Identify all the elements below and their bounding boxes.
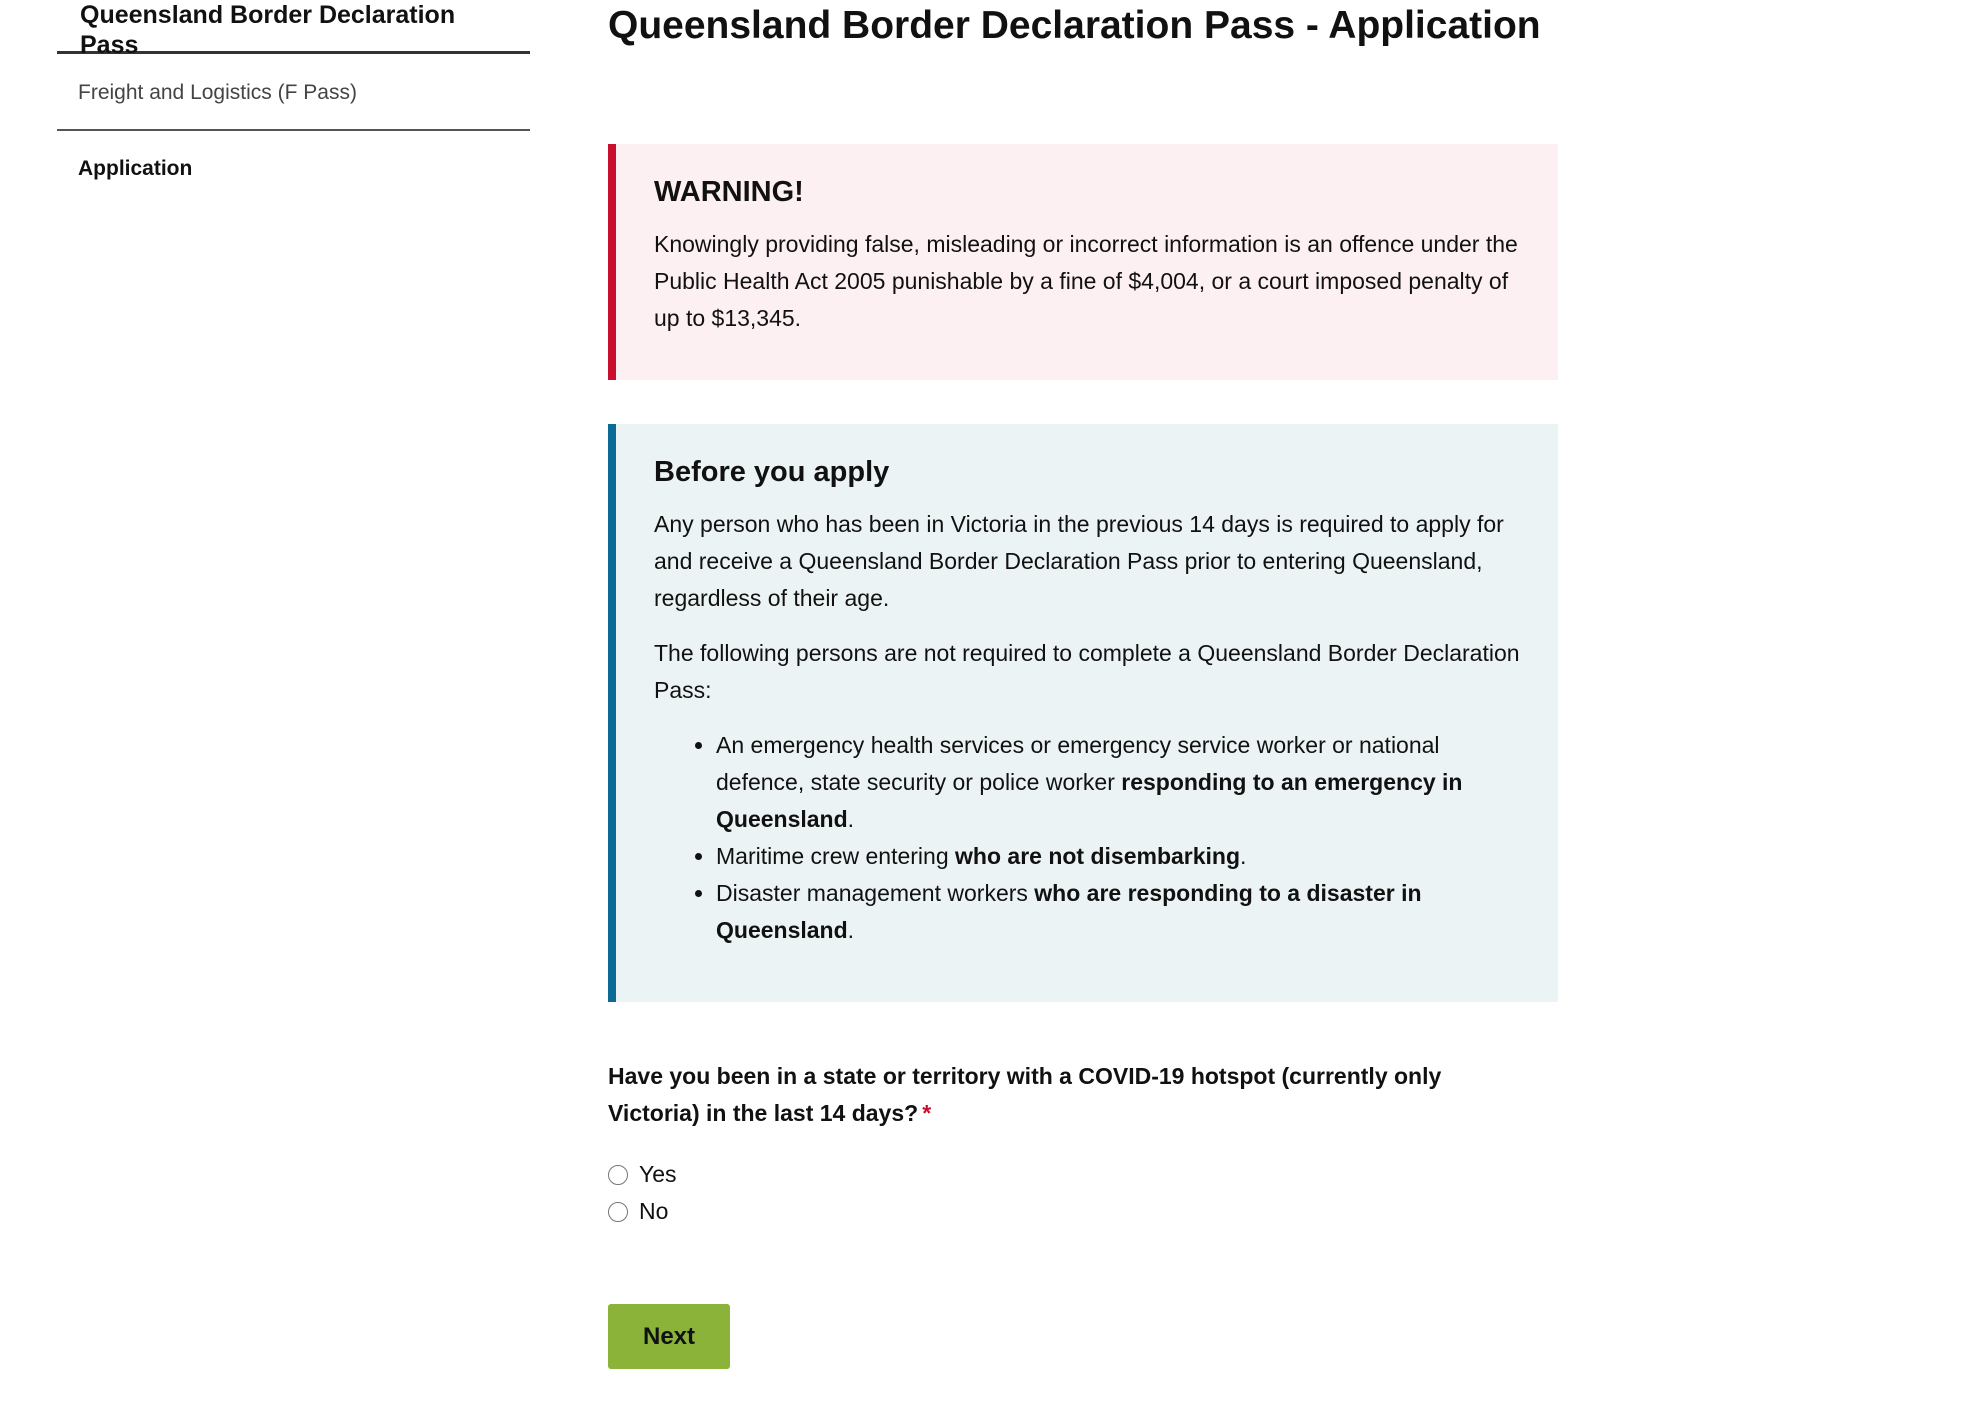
exemptions-list [654,727,1528,949]
hotspot-question-label: Have you been in a state or territory with a COVID-19 hotspot (currently only Victoria) in the last 14 days? [608,1063,1442,1126]
required-marker: * [922,1100,932,1126]
warning-heading: WARNING! [654,176,804,208]
exemption-item [716,727,1528,838]
radio-no-label: No [639,1198,669,1224]
exemption-end: . [847,806,855,832]
next-button[interactable]: Next [608,1304,730,1369]
radio-no[interactable] [608,1202,628,1222]
radio-yes-label: Yes [639,1161,677,1187]
exemption-item [716,838,1528,875]
warning-alert [608,144,1558,380]
radio-option-no[interactable] [608,1193,1558,1230]
exemption-text: Disaster management workers [716,880,1035,906]
exemption-emphasis: who are not disembarking [955,843,1241,869]
hotspot-radio-group [608,1156,1558,1230]
exemption-end: . [847,917,855,943]
main-content [608,0,1558,1369]
exemption-emphasis: who are responding to a disaster in Queensland [716,880,1422,943]
radio-option-yes[interactable] [608,1156,1558,1193]
before-you-apply-panel [608,424,1558,1002]
exemption-emphasis: responding to an emergency in Queensland [716,769,1463,832]
page-title: Queensland Border Declaration Pass - Application [608,4,1541,47]
warning-text: Knowingly providing false, misleading or incorrect information is an offence under the Public Health Act 2005 punishable by a fine of $4,004, or a court imposed penalty of up to $13,345. [654,231,1518,331]
radio-yes[interactable] [608,1165,628,1185]
before-you-apply-paragraph-1: Any person who has been in Victoria in the previous 14 days is required to apply for and receive a Queensland Border Declaration Pass prior to entering Queensland, regardless of their age. [654,511,1504,611]
sidebar-nav [57,0,530,208]
before-you-apply-paragraph-2: The following persons are not required to complete a Queensland Border Declaration Pass: [654,640,1520,703]
hotspot-question [608,1058,1508,1132]
sidebar-item-freight-logistics[interactable]: Freight and Logistics (F Pass) [57,54,530,131]
exemption-text: Maritime crew entering [716,843,956,869]
exemption-item [716,875,1528,949]
exemption-end: . [1240,843,1247,869]
sidebar-item-application[interactable]: Application [78,157,193,180]
exemption-text: An emergency health services or emergency service worker or national defence, state security or police worker [716,732,1440,795]
sidebar-title: Queensland Border Declaration Pass [57,0,530,54]
before-you-apply-heading: Before you apply [654,456,890,488]
